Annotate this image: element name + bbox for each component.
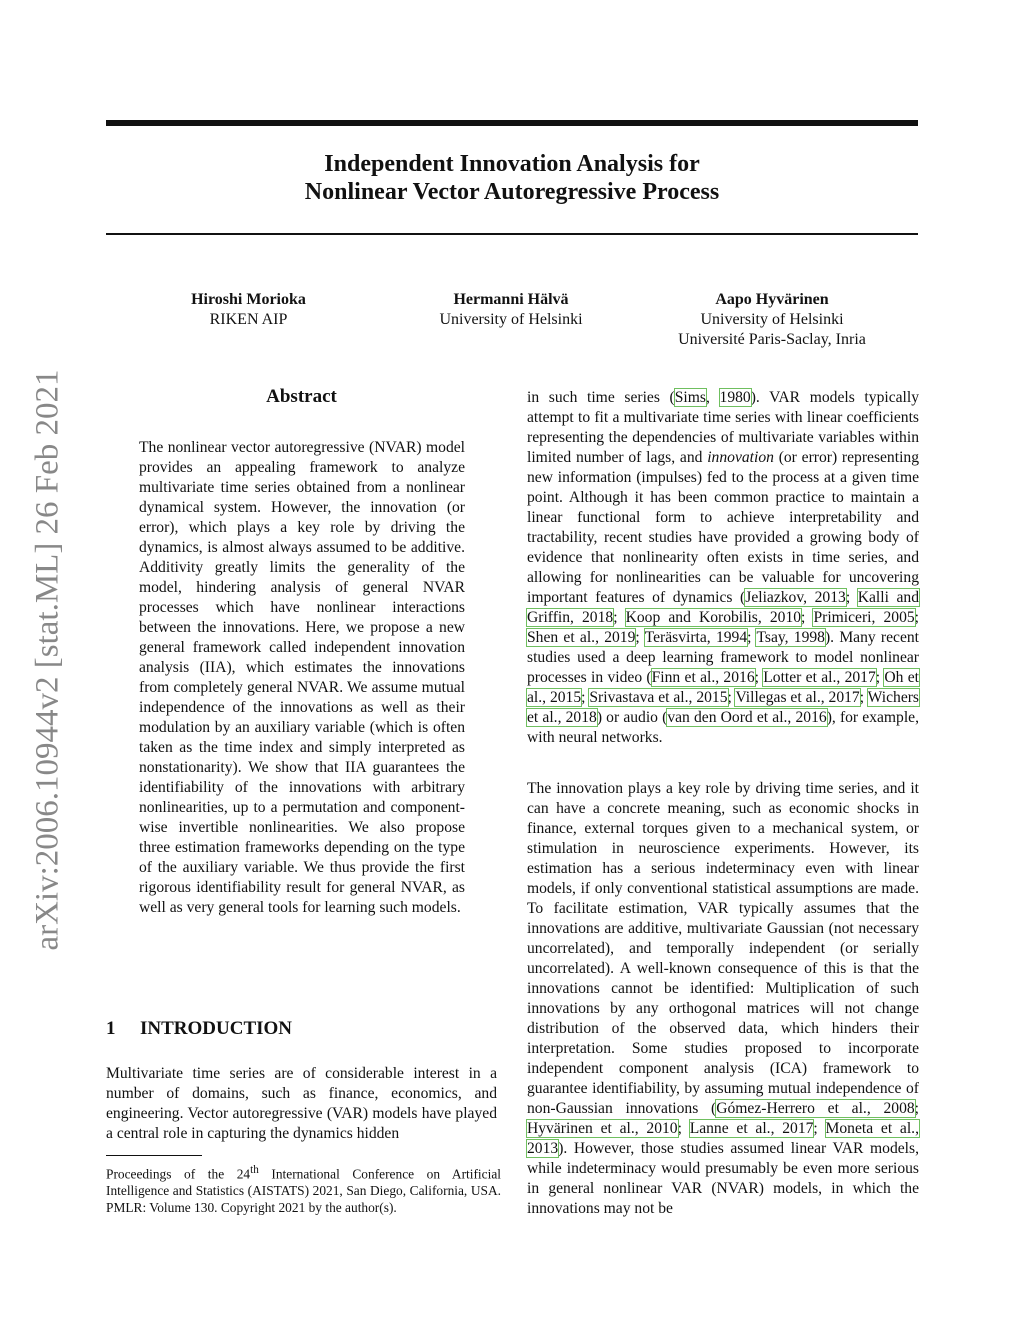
citation-link[interactable]: Jeliazkov, 2013 [745, 589, 846, 606]
citation-link[interactable]: Primiceri, 2005 [813, 609, 915, 626]
footnote-superscript: th [250, 1164, 259, 1176]
citation-link[interactable]: Hyvärinen et al., 2010 [527, 1120, 678, 1137]
citation-link[interactable]: Gómez-Herrero et al., 2008 [716, 1100, 915, 1117]
citation-link[interactable]: Teräsvirta, 1994 [644, 629, 748, 646]
text-run: ). However, those studies assumed linear VAR models, while indeterminacy would presumably be even more serious in general nonlinear VAR (NVAR) models, in which the innovations may not be [527, 1140, 919, 1217]
author-affiliation-2: Université Paris-Saclay, Inria [678, 331, 866, 348]
citation-link[interactable]: Koop and Korobilis, 2010 [625, 609, 802, 626]
author-2 [416, 290, 606, 330]
citation-link[interactable]: van den Oord et al., 2016 [667, 709, 827, 726]
section-title: INTRODUCTION [140, 1018, 293, 1039]
citation-link[interactable]: Villegas et al., 2017 [735, 689, 860, 706]
text-run: ) or audio ( [596, 709, 668, 726]
intro-paragraph-right-2: The innovation plays a key role by driving time series, and it can have a concrete meaning, such as economic shocks in finance, external torques given to a mechanical system, or stimulation in neuroscience experiments. However, its estimation has a serious indeterminacy even with linear models, if only conventional statistical assumptions are made. To facilitate estimation, VAR typically assumes that the innovations are additive, multivariate Gaussian (not necessary uncorrelated), and temporally independent (or serially uncorrelated). A well-known consequence of this is that the innovations cannot be identified: Multiplication of such innovations by any orthogonal matrices will not change distribution of the observed data, which hinders their interpretation. Some studies proposed to incorporate independent component analysis (ICA) framework to guarantee identifiability, by assuming mutual independence of non-Gaussian innovations (Gómez-Herrero et al., 2008; Hyvärinen et al., 2010; Lanne et al., 2017; Moneta et al., 2013). However, those studies assumed linear VAR models, while indeterminacy would presumably be even more serious in general nonlinear VAR (NVAR) models, in which the innovations may not be [527, 780, 920, 1217]
emphasis-innovation: innovation [707, 449, 774, 466]
footnote-text-pre: Proceedings of the 24 [106, 1166, 251, 1182]
abstract-text: The nonlinear vector autoregressive (NVAR) model provides an appealing framework to analyze multivariate time series obtained from a nonlinear dynamical system. However, the innovation (or error), which plays a key role by driving the dynamics, is almost always assumed to be additive. Additivity greatly limits the generality of the model, hindering analysis of general NVAR processes which have nonlinear interactions between the innovations. Here, we propose a new general framework called independent innovation analysis (IIA), which estimates the innovations from completely general NVAR. We assume mutual independence of the innovations as well as their modulation by an auxiliary variable (which is often taken as the time index and simply interpreted as nonstationarity). We show that IIA guarantees the identifiability of the innovations with arbitrary nonlinearities, up to a permutation and component-wise invertible nonlinearities. We also propose three estimation frameworks depending on the type of the auxiliary variable. We thus provide the first rigorous identifiability result for general NVAR, as well as very general tools for learning such models. [139, 439, 465, 916]
title-top-rule [106, 120, 918, 126]
text-run: The innovation plays a key role by driving time series, and it can have a concrete meaning, such as economic shocks in finance, external torques given to a mechanical system, or stimulation in neuroscience experiments. However, its estimation has a serious indeterminacy even with linear models, if only conventional statistical assumptions are made. To facilitate estimation, VAR typically assumes that the innovations are additive, multivariate Gaussian (not necessary uncorrelated), and temporally independent (or serially uncorrelated). A well-known consequence of this is that the innovations cannot be identified: Multiplication of such innovations by any orthogonal matrices will not change distribution of the observed data, which hinders their interpretation. Some studies proposed to incorporate independent component analysis (ICA) framework to guarantee identifiability, by assuming mutual independence of non-Gaussian innovations ( [527, 780, 919, 1117]
text-run: ). VAR models typically attempt to fit a multivariate time series with linear coefficients representing the dependencies of multivariate variables within limited number of lags, and [527, 389, 919, 466]
arxiv-stamp: arXiv:2006.10944v2 [stat.ML] 26 Feb 2021 [29, 369, 66, 951]
citation-link[interactable]: Lotter et al., 2017 [763, 669, 876, 686]
title-bottom-rule [106, 233, 918, 235]
citation-link[interactable]: Wichers et al., 2018 [527, 689, 919, 726]
citation-link[interactable]: Kalli and Griffin, 2018 [527, 589, 920, 626]
footnote [106, 1162, 501, 1216]
author-3 [646, 290, 898, 350]
citation-link[interactable]: Srivastava et al., 2015 [589, 689, 728, 706]
citation-link[interactable]: Tsay, 1998 [756, 629, 825, 646]
citation-link[interactable]: Shen et al., 2019 [527, 629, 636, 646]
text-run: ), for example, with neural networks. [527, 709, 919, 746]
text-run: (or error) representing new information (impulses) fed to the process at a given time point. Although it has been common practice to maintain a linear functional form to achieve interpretability and tractability, recent studies have provided a growing body of evidence that nonlinearity often exists in time series, and allowing for nonlinearities can be valuable for uncovering important features of dynamics ( [527, 449, 919, 606]
intro-paragraph-right-1: in such time series (Sims, 1980). VAR models typically attempt to fit a multivariate time series with linear coefficients representing the dependencies of multivariate variables within limited number of lags, and innovation (or error) representing new information (impulses) fed to the process at a given time point. Although it has been common practice to maintain a linear functional form to achieve interpretability and tractability, recent studies have provided a growing body of evidence that nonlinearity often exists in time series, and allowing for nonlinearities can be valuable for uncovering important features of dynamics (Jeliazkov, 2013; Kalli and Griffin, 2018; Koop and Korobilis, 2010; Primiceri, 2005; Shen et al., 2019; Teräsvirta, 1994; Tsay, 1998). Many recent studies used a deep learning framework to model nonlinear processes in video (Finn et al., 2016; Lotter et al., 2017; Oh et al., 2015; Srivastava et al., 2015; Villegas et al., 2017; Wichers et al., 2018) or audio (van den Oord et al., 2016), for example, with neural networks. [527, 389, 920, 746]
citation-link[interactable]: Lanne et al., 2017 [689, 1120, 814, 1137]
author-name: Aapo Hyvärinen [715, 291, 829, 308]
section-heading-introduction [106, 1018, 292, 1040]
author-affiliation: University of Helsinki [700, 311, 844, 328]
title-line-2: Nonlinear Vector Autoregressive Process [304, 179, 720, 205]
text-run: ). Many recent studies used a deep learning framework to model nonlinear processes in video ( [527, 629, 920, 686]
abstract-heading: Abstract [266, 386, 337, 407]
text-run: , [705, 389, 720, 406]
title-line-1: Independent Innovation Analysis for [324, 151, 700, 177]
citation-link[interactable]: Sims [674, 389, 706, 406]
text-run: in such time series ( [527, 389, 675, 406]
author-affiliation: University of Helsinki [439, 311, 583, 328]
footnote-text-post: International Conference on Artificial Intelligence and Statistics (AISTATS) 2021, San Diego, California, USA. PMLR: Volume 130. Copyright 2021 by the author(s). [106, 1166, 501, 1216]
author-affiliation: RIKEN AIP [209, 311, 288, 328]
author-name: Hermanni Hälvä [453, 291, 569, 308]
author-1 [156, 290, 341, 330]
citation-link[interactable]: Oh et al., 2015 [527, 669, 920, 706]
footnote-rule [106, 1155, 202, 1156]
citation-link[interactable]: Moneta et al., 2013 [527, 1120, 919, 1157]
author-name: Hiroshi Morioka [191, 291, 306, 308]
section-number: 1 [106, 1018, 116, 1039]
citation-link[interactable]: Finn et al., 2016 [651, 669, 755, 686]
citation-link[interactable]: 1980 [719, 389, 751, 406]
intro-paragraph-left: Multivariate time series are of considerable interest in a number of domains, such as finance, economics, and engineering. Vector autoregressive (VAR) models have played a central role in capturing the dynamics hidden [106, 1065, 497, 1142]
paper-title [106, 150, 918, 206]
